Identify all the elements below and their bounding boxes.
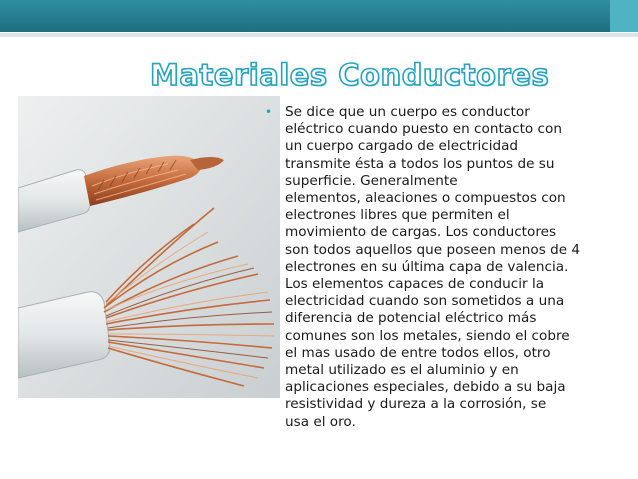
slide-body <box>263 104 628 431</box>
top-divider <box>0 33 638 37</box>
bullet-item <box>263 104 628 431</box>
copper-wire-photo <box>18 96 280 398</box>
slide-title: Materiales Conductores <box>150 58 550 92</box>
bullet-text: Se dice que un cuerpo es conductor eléctrico cuando puesto en contacto con un cuerpo cargado de electricidad transmite ésta a todos los puntos de su superficie. Generalmente elementos, aleaciones o compuestos con electrones libres que permiten el movimiento de cargas. Los conductores son todos aquellos que poseen menos de 4 electrones en su última capa de valencia. Los elementos capaces de conducir la electricidad cuando son sometidos a una diferencia de potencial eléctrico más comunes son los metales, siendo el cobre el mas usado de entre todos ellos, otro metal utilizado es el aluminio y en aplicaciones especiales, debido a su baja resistividad y dureza a la corrosión, se usa el oro. <box>285 104 581 430</box>
bullet-icon: • <box>265 105 273 119</box>
top-banner <box>0 0 638 32</box>
top-banner-accent <box>610 0 638 32</box>
